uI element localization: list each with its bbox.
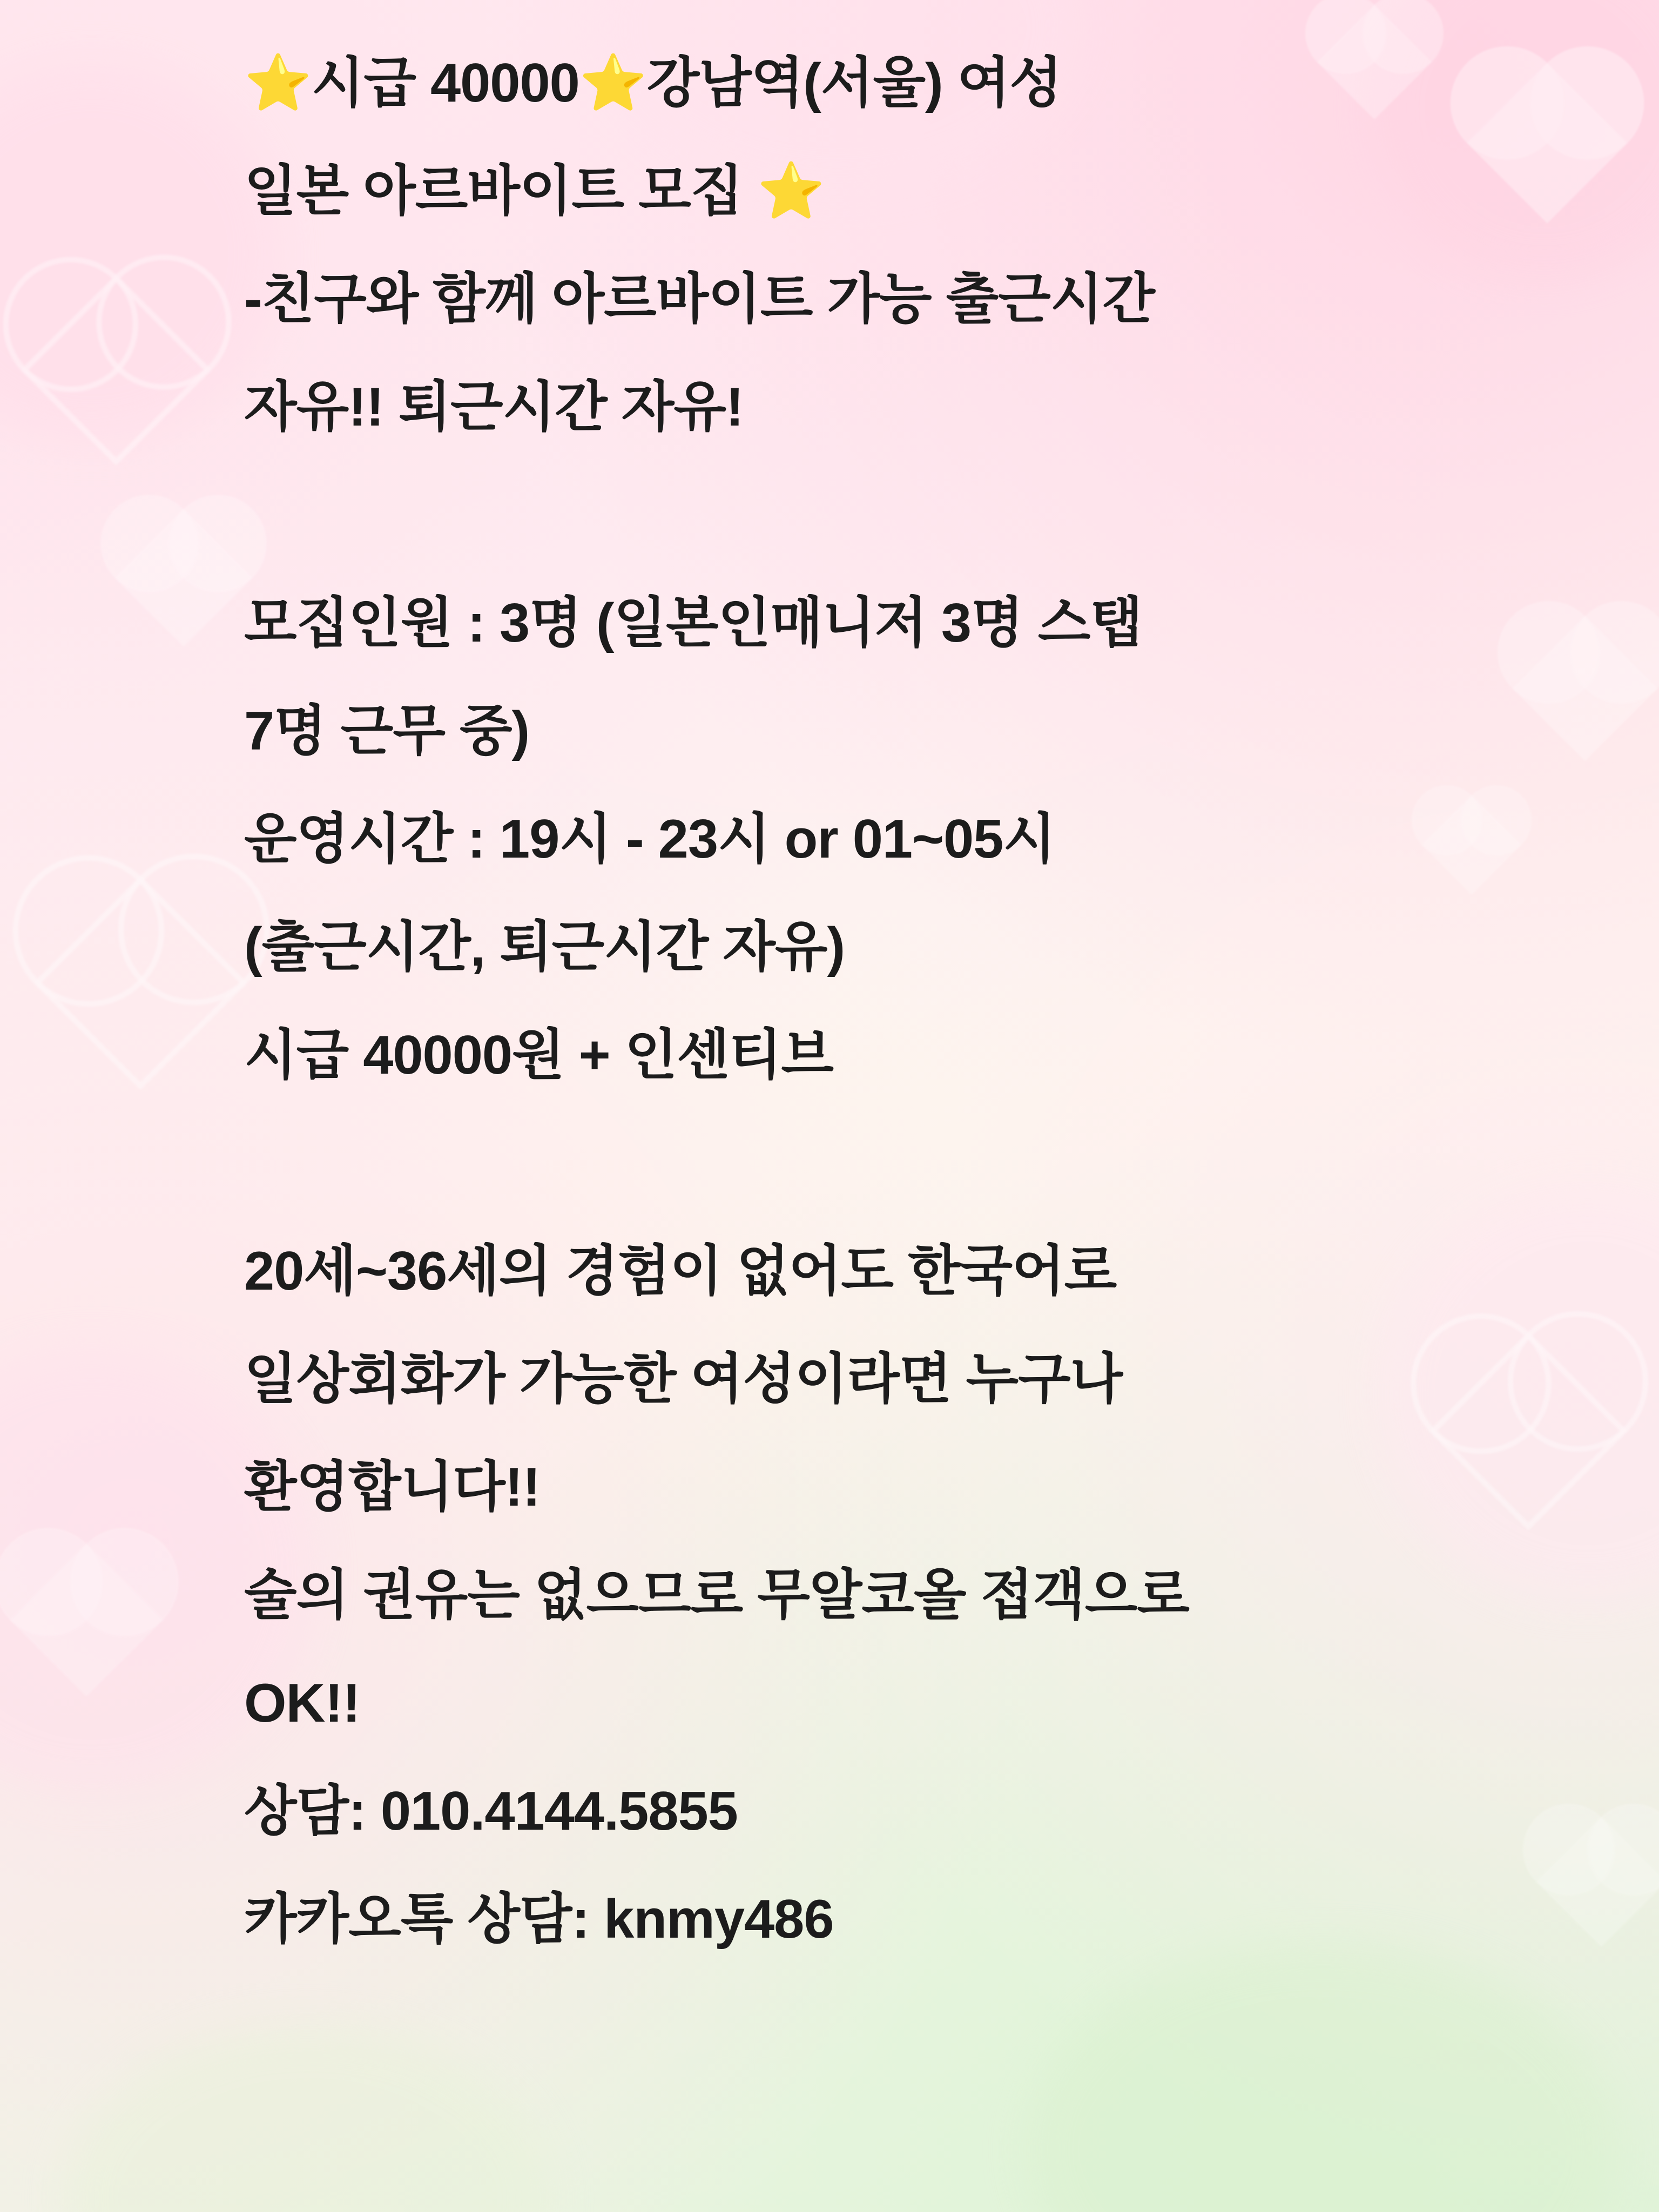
contact-phone: 상담: 010.4144.5855	[244, 1781, 738, 1842]
heart-icon	[115, 509, 253, 647]
contact-kakao: 카카오톡 상담: knmy486	[244, 1889, 834, 1950]
poster-text-block	[244, 29, 1421, 1973]
heart-icon	[1536, 1817, 1659, 1947]
requirement-line-1: 20세~36세의 경험이 없어도 한국어로	[244, 1241, 1117, 1301]
headline-line-3: -친구와 함께 아르바이트 가능 출근시간	[244, 269, 1155, 329]
detail-headcount-line-2: 7명 근무 중)	[244, 701, 530, 761]
note-line-2: OK!!	[244, 1673, 360, 1734]
requirement-line-2: 일상회화가 가능한 여성이라면 누구나	[244, 1349, 1123, 1410]
spacer-2	[244, 1109, 1421, 1217]
headline-line-1: ⭐시급 40000⭐강남역(서울) 여성	[244, 53, 1062, 113]
heart-icon	[33, 876, 247, 1090]
bokeh-blob	[1026, 1944, 1620, 2212]
note-line-1: 술의 권유는 없으므로 무알코올 접객으로	[244, 1565, 1189, 1626]
bokeh-blob	[65, 2025, 551, 2212]
spacer-1	[244, 461, 1421, 569]
detail-hours-note: (출근시간, 퇴근시간 자유)	[244, 917, 845, 977]
headline-line-2: 일본 아르바이트 모집 ⭐	[244, 161, 825, 221]
headline-line-4: 자유!! 퇴근시간 자유!	[244, 377, 744, 437]
detail-wage: 시급 40000원 + 인센티브	[244, 1025, 833, 1085]
detail-hours: 운영시간 : 19시 - 23시 or 01~05시	[244, 809, 1055, 869]
detail-headcount-line-1: 모집인원 : 3명 (일본인매니저 3명 스탭	[244, 593, 1142, 653]
heart-icon	[1513, 616, 1658, 761]
requirement-line-3: 환영합니다!!	[244, 1457, 541, 1518]
heart-icon	[1422, 795, 1521, 895]
